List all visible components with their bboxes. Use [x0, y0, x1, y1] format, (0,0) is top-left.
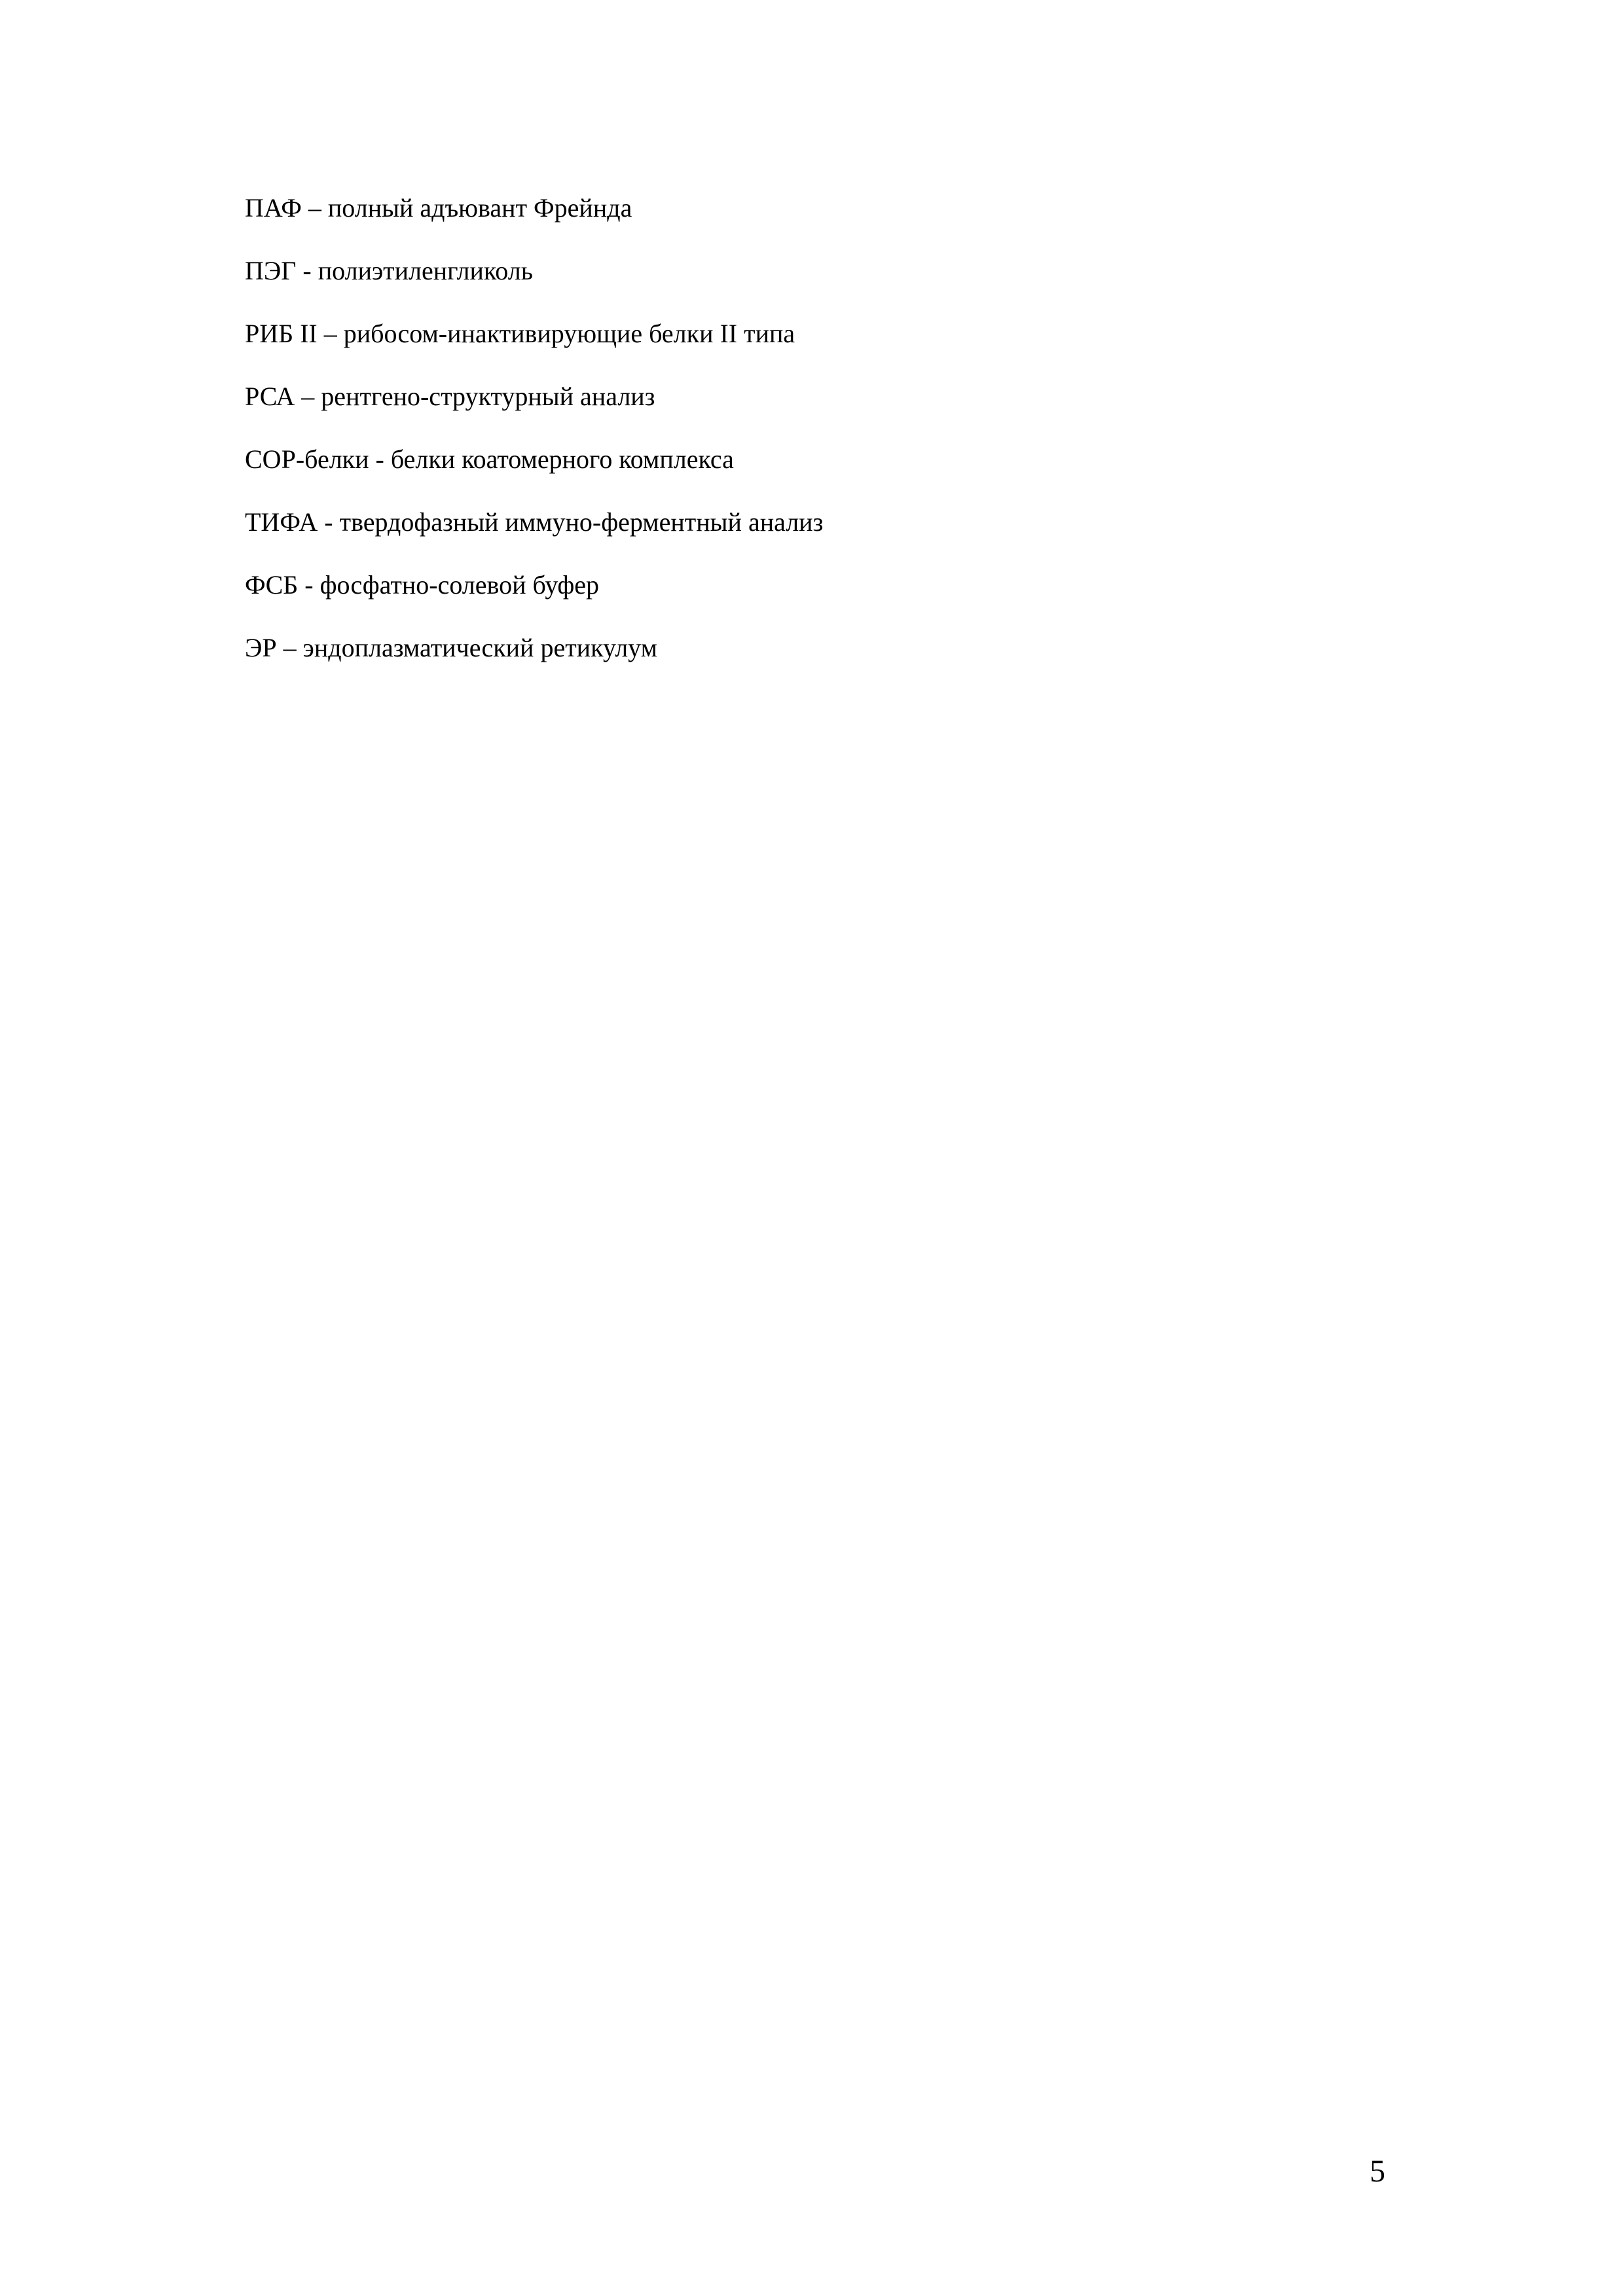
page-number: 5: [1370, 2154, 1385, 2189]
abbreviation-entry: ЭР – эндоплазматический ретикулум: [245, 633, 657, 662]
abbreviation-list: [245, 192, 823, 695]
abbreviation-entry: ПАФ – полный адъювант Фрейнда: [245, 193, 632, 223]
abbreviation-entry: СОР-белки - белки коатомерного комплекса: [245, 444, 734, 474]
abbreviation-entry: РИБ II – рибосом-инактивирующие белки II типа: [245, 319, 795, 348]
abbreviation-entry: ФСБ - фосфатно-солевой буфер: [245, 570, 600, 600]
abbreviation-entry: ПЭГ - полиэтиленгликоль: [245, 256, 533, 285]
abbreviation-entry: РСА – рентгено-структурный анализ: [245, 382, 655, 411]
abbreviation-entry: ТИФА - твердофазный иммуно-ферментный анализ: [245, 507, 824, 537]
